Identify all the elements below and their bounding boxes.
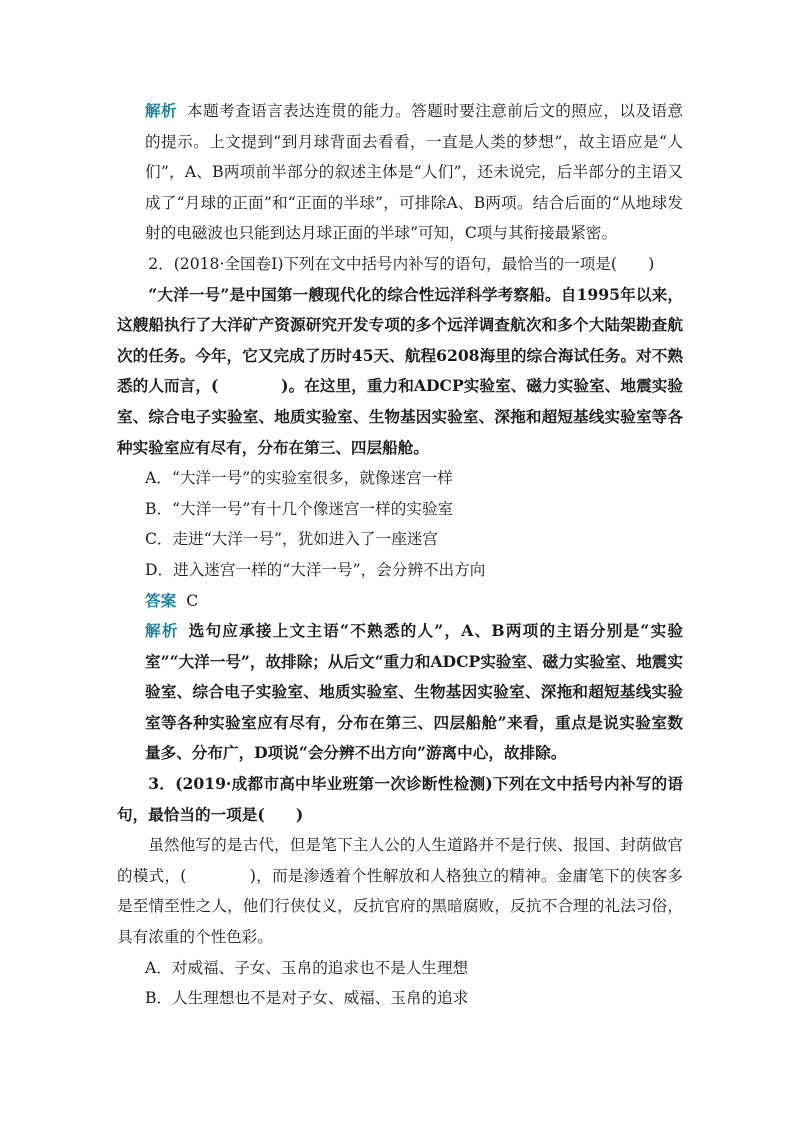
q2-option-b: B．“大洋一号”有十几个像迷宫一样的实验室 (145, 499, 454, 518)
q3-passage: 虽然他写的是古代，但是笔下主人公的人生道路并不是行侠、报国、封荫做官的模式，( )，而是渗透着个性解放和人格独立的精神。金庸笔下的侠客多是至情至性之人，他们行侠仗义，反抗官府的黑暗腐败，反抗不合理的礼法习俗，具有浓重的个性色彩。 (117, 836, 683, 947)
document-page (117, 96, 683, 1014)
q2-option-d: D．进入迷宫一样的“大洋一号”，会分辨不出方向 (145, 560, 486, 579)
q2-analysis (117, 616, 683, 769)
q2-option-a: A．“大洋一号”的实验室很多，就像迷宫一样 (145, 469, 453, 488)
q1-analysis (117, 96, 683, 249)
q2-stem: 2．(2018·全国卷Ⅰ)下列在文中括号内补写的语句，最恰当的一项是( ) (148, 254, 655, 273)
q3-option-a: A．对威福、子女、玉帛的追求也不是人生理想 (145, 958, 469, 977)
q2-answer-value: C (186, 591, 199, 610)
analysis-tag: 解析 (145, 102, 178, 120)
q3-option-b: B．人生理想也不是对子女、威福、玉帛的追求 (145, 989, 469, 1008)
q1-analysis-text: 本题考查语言表达连贯的能力。答题时要注意前后文的照应，以及语意的提示。上文提到“到月球背面去看看，一直是人类的梦想”，故主语应是“人们”，A、B两项前半部分的叙述主体是“人们”，还未说完，后半部分的主语又成了“月球的正面”和“正面的半球”，可排除A、B两项。结合后面的“从地球发射的电磁波也只能到达月球正面的半球”可知，C项与其衔接最紧密。 (145, 102, 683, 243)
q2-passage: “大洋一号”是中国第一艘现代化的综合性远洋科学考察船。自1995年以来，这艘船执行了大洋矿产资源研究开发专项的多个远洋调查航次和多个大陆架勘查航次的任务。今年，它又完成了历时45天、航程6208海里的综合海试任务。对不熟悉的人而言，( )。在这里，重力和ADCP实验室、磁力实验室、地震实验室、综合电子实验室、地质实验室、生物基因实验室、深拖和超短基线实验室等各种实验室应有尽有，分布在第三、四层船舱。 (117, 284, 683, 457)
q2-analysis-text: 选句应承接上文主语“不熟悉的人”，A、B两项的主语分别是“实验室”“大洋一号”，故排除；从后文“重力和ADCP实验室、磁力实验室、地震实验室、综合电子实验室、地质实验室、生物基因实验室、深拖和超短基线实验室等各种实验室应有尽有，分布在第三、四层船舱”来看，重点是说实验室数量多、分布广，D项说“会分辨不出方向”游离中心，故排除。 (145, 621, 683, 763)
answer-tag: 答案 (145, 591, 177, 610)
q3-stem: 3．(2019·成都市高中毕业班第一次诊断性检测)下列在文中括号内补写的语句，最恰当的一项是( ) (117, 774, 683, 824)
q2-answer (117, 586, 683, 617)
analysis-tag: 解析 (145, 622, 179, 641)
q2-option-c: C．走进“大洋一号”，犹如进入了一座迷宫 (145, 530, 438, 549)
